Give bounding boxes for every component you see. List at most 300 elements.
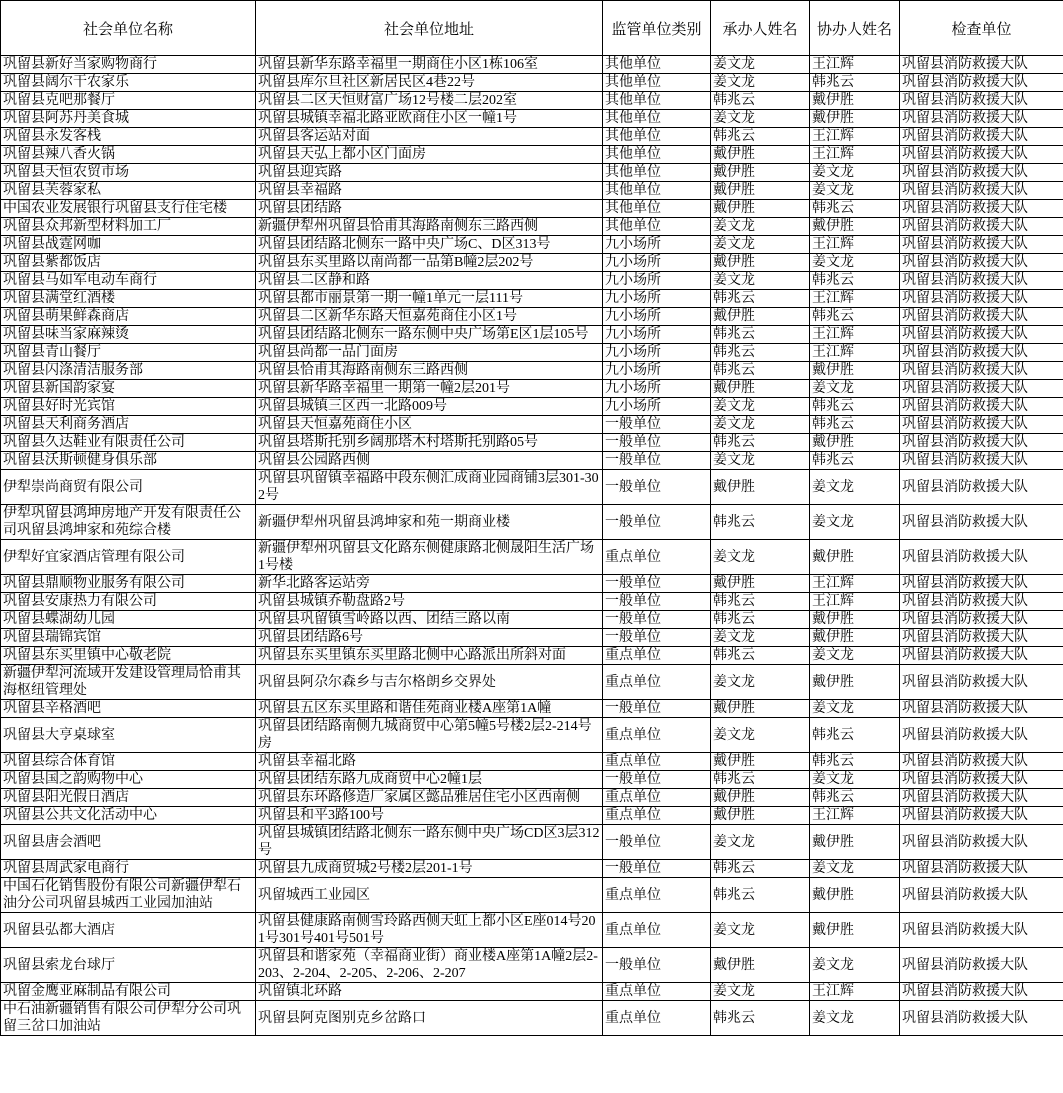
- cell-organizer-name: 戴伊胜: [711, 308, 810, 326]
- cell-inspection-unit: 巩留县消防救援大队: [900, 164, 1063, 182]
- cell-organizer-name: 姜文龙: [711, 540, 810, 575]
- table-row: [1, 452, 1063, 470]
- table-row: [1, 308, 1063, 326]
- cell-supervision-category: 其他单位: [603, 182, 711, 200]
- cell-inspection-unit: 巩留县消防救援大队: [900, 878, 1063, 913]
- cell-supervision-category: 一般单位: [603, 611, 711, 629]
- cell-supervision-category: 一般单位: [603, 700, 711, 718]
- cell-organizer-name: 韩兆云: [711, 92, 810, 110]
- cell-supervision-category: 一般单位: [603, 416, 711, 434]
- cell-supervision-category: 其他单位: [603, 200, 711, 218]
- cell-inspection-unit: 巩留县消防救援大队: [900, 290, 1063, 308]
- cell-organizer-name: 姜文龙: [711, 452, 810, 470]
- cell-unit-address: 巩留县健康路南侧雪玲路西侧天虹上都小区E座014号201号301号401号501号: [256, 913, 603, 948]
- cell-organizer-name: 戴伊胜: [711, 470, 810, 505]
- table-row: [1, 218, 1063, 236]
- cell-organizer-name: 韩兆云: [711, 611, 810, 629]
- cell-unit-name: 巩留县萌果鲜森商店: [1, 308, 256, 326]
- cell-assistant-name: 王江辉: [810, 236, 900, 254]
- cell-assistant-name: 姜文龙: [810, 700, 900, 718]
- cell-assistant-name: 戴伊胜: [810, 218, 900, 236]
- cell-unit-name: 巩留县满堂红酒楼: [1, 290, 256, 308]
- cell-inspection-unit: 巩留县消防救援大队: [900, 948, 1063, 983]
- table-row: [1, 470, 1063, 505]
- table-row: [1, 416, 1063, 434]
- cell-unit-name: 中国石化销售股份有限公司新疆伊犁石油分公司巩留县城西工业园加油站: [1, 878, 256, 913]
- cell-inspection-unit: 巩留县消防救援大队: [900, 593, 1063, 611]
- cell-unit-name: 巩留县周武家电商行: [1, 860, 256, 878]
- cell-organizer-name: 韩兆云: [711, 434, 810, 452]
- cell-assistant-name: 王江辉: [810, 807, 900, 825]
- cell-inspection-unit: 巩留县消防救援大队: [900, 92, 1063, 110]
- cell-assistant-name: 戴伊胜: [810, 434, 900, 452]
- cell-unit-address: 巩留县恰甫其海路南侧东三路西侧: [256, 362, 603, 380]
- cell-unit-name: 伊犁巩留县鸿坤房地产开发有限责任公司巩留县鸿坤家和苑综合楼: [1, 505, 256, 540]
- cell-unit-address: 新华北路客运站旁: [256, 575, 603, 593]
- cell-assistant-name: 韩兆云: [810, 718, 900, 753]
- cell-organizer-name: 韩兆云: [711, 505, 810, 540]
- cell-assistant-name: 姜文龙: [810, 380, 900, 398]
- table-row: [1, 753, 1063, 771]
- cell-assistant-name: 韩兆云: [810, 74, 900, 92]
- cell-supervision-category: 九小场所: [603, 326, 711, 344]
- cell-organizer-name: 戴伊胜: [711, 146, 810, 164]
- cell-supervision-category: 其他单位: [603, 164, 711, 182]
- cell-inspection-unit: 巩留县消防救援大队: [900, 56, 1063, 74]
- cell-assistant-name: 韩兆云: [810, 200, 900, 218]
- header-row: [1, 1, 1063, 56]
- cell-unit-address: 巩留县都市丽景第一期一幢1单元一层111号: [256, 290, 603, 308]
- cell-unit-name: 巩留县蝶湖幼儿园: [1, 611, 256, 629]
- cell-unit-name: 巩留县辣八香火锅: [1, 146, 256, 164]
- cell-assistant-name: 姜文龙: [810, 505, 900, 540]
- cell-supervision-category: 一般单位: [603, 470, 711, 505]
- cell-unit-name: 中国农业发展银行巩留县支行住宅楼: [1, 200, 256, 218]
- cell-unit-name: 巩留县青山餐厅: [1, 344, 256, 362]
- cell-unit-name: 巩留县阔尔干农家乐: [1, 74, 256, 92]
- cell-organizer-name: 姜文龙: [711, 236, 810, 254]
- cell-supervision-category: 重点单位: [603, 878, 711, 913]
- cell-unit-name: 巩留县新国韵家宴: [1, 380, 256, 398]
- cell-unit-name: 伊犁好宜家酒店管理有限公司: [1, 540, 256, 575]
- cell-organizer-name: 姜文龙: [711, 56, 810, 74]
- cell-unit-address: 巩留县东环路修造厂家属区懿品雅居住宅小区西南侧: [256, 789, 603, 807]
- cell-organizer-name: 韩兆云: [711, 290, 810, 308]
- cell-organizer-name: 韩兆云: [711, 344, 810, 362]
- cell-assistant-name: 姜文龙: [810, 771, 900, 789]
- cell-unit-address: 巩留县天恒嘉苑商住小区: [256, 416, 603, 434]
- cell-inspection-unit: 巩留县消防救援大队: [900, 1001, 1063, 1036]
- cell-unit-name: 巩留县鼎顺物业服务有限公司: [1, 575, 256, 593]
- cell-assistant-name: 韩兆云: [810, 308, 900, 326]
- cell-assistant-name: 韩兆云: [810, 753, 900, 771]
- cell-unit-address: 巩留县天弘上都小区门面房: [256, 146, 603, 164]
- cell-unit-address: 巩留镇北环路: [256, 983, 603, 1001]
- cell-assistant-name: 戴伊胜: [810, 825, 900, 860]
- column-header-unit-address: 社会单位地址: [256, 1, 603, 56]
- cell-inspection-unit: 巩留县消防救援大队: [900, 146, 1063, 164]
- cell-unit-address: 巩留县团结东路九成商贸中心2幢1层: [256, 771, 603, 789]
- cell-unit-name: 巩留县久达鞋业有限责任公司: [1, 434, 256, 452]
- cell-unit-address: 巩留县和平3路100号: [256, 807, 603, 825]
- cell-unit-address: 巩留县五区东买里路和谐佳苑商业楼A座第1A幢: [256, 700, 603, 718]
- table-row: [1, 593, 1063, 611]
- table-row: [1, 254, 1063, 272]
- cell-unit-name: 巩留县战霆网咖: [1, 236, 256, 254]
- cell-unit-name: 巩留县国之韵购物中心: [1, 771, 256, 789]
- table-row: [1, 629, 1063, 647]
- cell-unit-address: 巩留县公园路西侧: [256, 452, 603, 470]
- cell-inspection-unit: 巩留县消防救援大队: [900, 380, 1063, 398]
- cell-organizer-name: 韩兆云: [711, 128, 810, 146]
- cell-inspection-unit: 巩留县消防救援大队: [900, 236, 1063, 254]
- cell-assistant-name: 戴伊胜: [810, 665, 900, 700]
- cell-unit-address: 巩留县团结路6号: [256, 629, 603, 647]
- table-row: [1, 92, 1063, 110]
- table-row: [1, 983, 1063, 1001]
- cell-supervision-category: 九小场所: [603, 290, 711, 308]
- cell-assistant-name: 王江辉: [810, 575, 900, 593]
- cell-supervision-category: 其他单位: [603, 218, 711, 236]
- cell-unit-address: 巩留县尚都一品门面房: [256, 344, 603, 362]
- cell-organizer-name: 戴伊胜: [711, 380, 810, 398]
- cell-supervision-category: 重点单位: [603, 753, 711, 771]
- cell-inspection-unit: 巩留县消防救援大队: [900, 110, 1063, 128]
- cell-inspection-unit: 巩留县消防救援大队: [900, 326, 1063, 344]
- cell-supervision-category: 其他单位: [603, 92, 711, 110]
- cell-assistant-name: 姜文龙: [810, 860, 900, 878]
- table-row: [1, 164, 1063, 182]
- cell-assistant-name: 王江辉: [810, 56, 900, 74]
- cell-inspection-unit: 巩留县消防救援大队: [900, 807, 1063, 825]
- cell-assistant-name: 王江辉: [810, 983, 900, 1001]
- cell-supervision-category: 其他单位: [603, 110, 711, 128]
- cell-unit-address: 巩留县东买里路以南尚都一品第B幢2层202号: [256, 254, 603, 272]
- table-row: [1, 74, 1063, 92]
- cell-organizer-name: 姜文龙: [711, 110, 810, 128]
- cell-organizer-name: 韩兆云: [711, 771, 810, 789]
- cell-assistant-name: 韩兆云: [810, 398, 900, 416]
- cell-organizer-name: 韩兆云: [711, 326, 810, 344]
- cell-unit-name: 巩留县辛格酒吧: [1, 700, 256, 718]
- table-row: [1, 56, 1063, 74]
- table-row: [1, 807, 1063, 825]
- cell-inspection-unit: 巩留县消防救援大队: [900, 860, 1063, 878]
- cell-organizer-name: 姜文龙: [711, 665, 810, 700]
- table-row: [1, 575, 1063, 593]
- cell-inspection-unit: 巩留县消防救援大队: [900, 505, 1063, 540]
- cell-assistant-name: 戴伊胜: [810, 362, 900, 380]
- column-header-assistant-name: 协办人姓名: [810, 1, 900, 56]
- cell-unit-name: 巩留县公共文化活动中心: [1, 807, 256, 825]
- cell-supervision-category: 重点单位: [603, 807, 711, 825]
- cell-organizer-name: 姜文龙: [711, 983, 810, 1001]
- cell-supervision-category: 重点单位: [603, 1001, 711, 1036]
- cell-unit-name: 新疆伊犁河流域开发建设管理局恰甫其海枢纽管理处: [1, 665, 256, 700]
- cell-organizer-name: 韩兆云: [711, 593, 810, 611]
- cell-organizer-name: 戴伊胜: [711, 254, 810, 272]
- table-row: [1, 647, 1063, 665]
- cell-organizer-name: 戴伊胜: [711, 200, 810, 218]
- cell-supervision-category: 一般单位: [603, 771, 711, 789]
- cell-organizer-name: 姜文龙: [711, 272, 810, 290]
- cell-organizer-name: 韩兆云: [711, 362, 810, 380]
- cell-unit-name: 巩留县综合体育馆: [1, 753, 256, 771]
- cell-inspection-unit: 巩留县消防救援大队: [900, 470, 1063, 505]
- table-row: [1, 434, 1063, 452]
- cell-supervision-category: 重点单位: [603, 913, 711, 948]
- cell-inspection-unit: 巩留县消防救援大队: [900, 913, 1063, 948]
- cell-organizer-name: 韩兆云: [711, 878, 810, 913]
- cell-inspection-unit: 巩留县消防救援大队: [900, 700, 1063, 718]
- cell-unit-address: 巩留县巩留镇雪岭路以西、团结三路以南: [256, 611, 603, 629]
- table-row: [1, 611, 1063, 629]
- table-row: [1, 236, 1063, 254]
- cell-inspection-unit: 巩留县消防救援大队: [900, 200, 1063, 218]
- cell-unit-name: 巩留县沃斯顿健身俱乐部: [1, 452, 256, 470]
- cell-organizer-name: 姜文龙: [711, 718, 810, 753]
- cell-unit-address: 巩留县新华路幸福里一期第一幢2层201号: [256, 380, 603, 398]
- cell-assistant-name: 王江辉: [810, 146, 900, 164]
- cell-unit-address: 巩留县阿克图别克乡岔路口: [256, 1001, 603, 1036]
- table-row: [1, 771, 1063, 789]
- cell-unit-name: 巩留县好时光宾馆: [1, 398, 256, 416]
- cell-unit-address: 巩留县新华东路幸福里一期商住小区1栋106室: [256, 56, 603, 74]
- cell-unit-name: 巩留县芙蓉家私: [1, 182, 256, 200]
- cell-supervision-category: 重点单位: [603, 718, 711, 753]
- cell-unit-address: 巩留县塔斯托别乡阔那塔木村塔斯托别路05号: [256, 434, 603, 452]
- cell-supervision-category: 其他单位: [603, 74, 711, 92]
- cell-organizer-name: 戴伊胜: [711, 948, 810, 983]
- cell-inspection-unit: 巩留县消防救援大队: [900, 308, 1063, 326]
- cell-inspection-unit: 巩留县消防救援大队: [900, 218, 1063, 236]
- cell-assistant-name: 戴伊胜: [810, 913, 900, 948]
- cell-inspection-unit: 巩留县消防救援大队: [900, 540, 1063, 575]
- cell-organizer-name: 姜文龙: [711, 913, 810, 948]
- cell-supervision-category: 一般单位: [603, 860, 711, 878]
- cell-unit-address: 巩留县城镇乔勒盘路2号: [256, 593, 603, 611]
- cell-assistant-name: 戴伊胜: [810, 92, 900, 110]
- cell-inspection-unit: 巩留县消防救援大队: [900, 128, 1063, 146]
- cell-unit-name: 巩留县瑞锦宾馆: [1, 629, 256, 647]
- cell-supervision-category: 重点单位: [603, 665, 711, 700]
- cell-organizer-name: 戴伊胜: [711, 789, 810, 807]
- cell-supervision-category: 重点单位: [603, 540, 711, 575]
- cell-inspection-unit: 巩留县消防救援大队: [900, 416, 1063, 434]
- cell-inspection-unit: 巩留县消防救援大队: [900, 753, 1063, 771]
- table-row: [1, 540, 1063, 575]
- table-row: [1, 718, 1063, 753]
- cell-unit-address: 巩留县库尔旦社区新居民区4巷22号: [256, 74, 603, 92]
- cell-inspection-unit: 巩留县消防救援大队: [900, 665, 1063, 700]
- cell-supervision-category: 一般单位: [603, 593, 711, 611]
- cell-organizer-name: 韩兆云: [711, 860, 810, 878]
- cell-unit-name: 巩留县闪涤清洁服务部: [1, 362, 256, 380]
- cell-organizer-name: 韩兆云: [711, 1001, 810, 1036]
- table-row: [1, 290, 1063, 308]
- cell-unit-address: 巩留县客运站对面: [256, 128, 603, 146]
- cell-inspection-unit: 巩留县消防救援大队: [900, 647, 1063, 665]
- table-row: [1, 1001, 1063, 1036]
- column-header-supervision-category: 监管单位类别: [603, 1, 711, 56]
- table-row: [1, 398, 1063, 416]
- cell-unit-name: 巩留县紫都饭店: [1, 254, 256, 272]
- cell-supervision-category: 一般单位: [603, 629, 711, 647]
- cell-inspection-unit: 巩留县消防救援大队: [900, 771, 1063, 789]
- cell-unit-name: 巩留县新好当家购物商行: [1, 56, 256, 74]
- table-row: [1, 789, 1063, 807]
- table-row: [1, 860, 1063, 878]
- cell-unit-name: 巩留县索龙台球厅: [1, 948, 256, 983]
- cell-unit-address: 巩留县团结路: [256, 200, 603, 218]
- cell-unit-address: 巩留县幸福路: [256, 182, 603, 200]
- cell-inspection-unit: 巩留县消防救援大队: [900, 575, 1063, 593]
- cell-unit-name: 巩留县阳光假日酒店: [1, 789, 256, 807]
- cell-organizer-name: 戴伊胜: [711, 164, 810, 182]
- table-row: [1, 182, 1063, 200]
- cell-unit-name: 巩留县味当家麻辣烫: [1, 326, 256, 344]
- cell-unit-address: 巩留县九成商贸城2号楼2层201-1号: [256, 860, 603, 878]
- cell-unit-address: 巩留县和谐家苑（幸福商业街）商业楼A座第1A幢2层2-203、2-204、2-205、2-206、2-207: [256, 948, 603, 983]
- cell-assistant-name: 姜文龙: [810, 470, 900, 505]
- cell-inspection-unit: 巩留县消防救援大队: [900, 789, 1063, 807]
- cell-unit-name: 巩留县弘都大酒店: [1, 913, 256, 948]
- cell-supervision-category: 一般单位: [603, 825, 711, 860]
- cell-assistant-name: 姜文龙: [810, 948, 900, 983]
- cell-supervision-category: 其他单位: [603, 56, 711, 74]
- cell-supervision-category: 九小场所: [603, 380, 711, 398]
- cell-inspection-unit: 巩留县消防救援大队: [900, 718, 1063, 753]
- cell-unit-address: 巩留县东买里镇东买里路北侧中心路派出所斜对面: [256, 647, 603, 665]
- cell-inspection-unit: 巩留县消防救援大队: [900, 254, 1063, 272]
- cell-supervision-category: 重点单位: [603, 647, 711, 665]
- cell-assistant-name: 戴伊胜: [810, 110, 900, 128]
- cell-inspection-unit: 巩留县消防救援大队: [900, 182, 1063, 200]
- cell-inspection-unit: 巩留县消防救援大队: [900, 452, 1063, 470]
- cell-unit-name: 巩留县天利商务酒店: [1, 416, 256, 434]
- cell-unit-name: 巩留县永发客栈: [1, 128, 256, 146]
- cell-supervision-category: 一般单位: [603, 452, 711, 470]
- cell-unit-address: 巩留县城镇幸福北路亚欧商住小区一幢1号: [256, 110, 603, 128]
- cell-assistant-name: 戴伊胜: [810, 611, 900, 629]
- table-row: [1, 128, 1063, 146]
- cell-unit-address: 巩留县二区新华东路天恒嘉苑商住小区1号: [256, 308, 603, 326]
- cell-unit-name: 巩留县唐会酒吧: [1, 825, 256, 860]
- cell-supervision-category: 九小场所: [603, 344, 711, 362]
- cell-assistant-name: 王江辉: [810, 290, 900, 308]
- cell-unit-address: 巩留县幸福北路: [256, 753, 603, 771]
- cell-inspection-unit: 巩留县消防救援大队: [900, 434, 1063, 452]
- cell-assistant-name: 姜文龙: [810, 647, 900, 665]
- cell-unit-address: 巩留县团结路北侧东一路中央广场C、D区313号: [256, 236, 603, 254]
- cell-supervision-category: 其他单位: [603, 146, 711, 164]
- cell-assistant-name: 韩兆云: [810, 416, 900, 434]
- cell-inspection-unit: 巩留县消防救援大队: [900, 74, 1063, 92]
- table-row: [1, 344, 1063, 362]
- cell-supervision-category: 九小场所: [603, 236, 711, 254]
- table-row: [1, 505, 1063, 540]
- cell-organizer-name: 姜文龙: [711, 825, 810, 860]
- cell-unit-address: 巩留城西工业园区: [256, 878, 603, 913]
- cell-unit-address: 巩留县巩留镇幸福路中段东侧汇成商业园商铺3层301-302号: [256, 470, 603, 505]
- table-row: [1, 326, 1063, 344]
- cell-unit-address: 巩留县二区天恒财富广场12号楼二层202室: [256, 92, 603, 110]
- cell-unit-name: 巩留县众邦新型材料加工厂: [1, 218, 256, 236]
- cell-organizer-name: 戴伊胜: [711, 807, 810, 825]
- cell-unit-address: 巩留县迎宾路: [256, 164, 603, 182]
- table-body: [1, 56, 1063, 1036]
- cell-unit-name: 巩留县阿苏丹美食城: [1, 110, 256, 128]
- cell-organizer-name: 姜文龙: [711, 398, 810, 416]
- cell-organizer-name: 戴伊胜: [711, 575, 810, 593]
- cell-assistant-name: 姜文龙: [810, 1001, 900, 1036]
- cell-supervision-category: 一般单位: [603, 505, 711, 540]
- cell-supervision-category: 九小场所: [603, 362, 711, 380]
- cell-unit-name: 巩留县马如军电动车商行: [1, 272, 256, 290]
- cell-assistant-name: 王江辉: [810, 593, 900, 611]
- cell-organizer-name: 韩兆云: [711, 647, 810, 665]
- cell-inspection-unit: 巩留县消防救援大队: [900, 825, 1063, 860]
- cell-unit-name: 巩留县天恒农贸市场: [1, 164, 256, 182]
- column-header-inspection-unit: 检查单位: [900, 1, 1063, 56]
- cell-inspection-unit: 巩留县消防救援大队: [900, 272, 1063, 290]
- cell-organizer-name: 姜文龙: [711, 218, 810, 236]
- cell-assistant-name: 戴伊胜: [810, 540, 900, 575]
- cell-unit-address: 巩留县城镇三区西一北路009号: [256, 398, 603, 416]
- cell-inspection-unit: 巩留县消防救援大队: [900, 983, 1063, 1001]
- cell-unit-address: 新疆伊犁州巩留县恰甫其海路南侧东三路西侧: [256, 218, 603, 236]
- cell-assistant-name: 韩兆云: [810, 789, 900, 807]
- cell-assistant-name: 王江辉: [810, 344, 900, 362]
- cell-unit-name: 巩留金鹰亚麻制品有限公司: [1, 983, 256, 1001]
- cell-unit-address: 新疆伊犁州巩留县文化路东侧健康路北侧晟阳生活广场1号楼: [256, 540, 603, 575]
- column-header-unit-name: 社会单位名称: [1, 1, 256, 56]
- cell-unit-address: 巩留县阿尕尔森乡与吉尔格朗乡交界处: [256, 665, 603, 700]
- table-row: [1, 200, 1063, 218]
- cell-unit-name: 巩留县东买里镇中心敬老院: [1, 647, 256, 665]
- cell-assistant-name: 戴伊胜: [810, 878, 900, 913]
- cell-unit-address: 巩留县团结路南侧九城商贸中心第5幢5号楼2层2-214号房: [256, 718, 603, 753]
- cell-inspection-unit: 巩留县消防救援大队: [900, 611, 1063, 629]
- column-header-organizer-name: 承办人姓名: [711, 1, 810, 56]
- cell-inspection-unit: 巩留县消防救援大队: [900, 344, 1063, 362]
- cell-supervision-category: 重点单位: [603, 789, 711, 807]
- cell-assistant-name: 姜文龙: [810, 254, 900, 272]
- cell-unit-name: 巩留县克吧那餐厅: [1, 92, 256, 110]
- cell-unit-address: 巩留县城镇团结路北侧东一路东侧中央广场CD区3层312号: [256, 825, 603, 860]
- cell-unit-name: 中石油新疆销售有限公司伊犁分公司巩留三岔口加油站: [1, 1001, 256, 1036]
- cell-organizer-name: 戴伊胜: [711, 182, 810, 200]
- cell-supervision-category: 一般单位: [603, 434, 711, 452]
- cell-supervision-category: 九小场所: [603, 254, 711, 272]
- table-row: [1, 362, 1063, 380]
- table-row: [1, 665, 1063, 700]
- cell-supervision-category: 一般单位: [603, 948, 711, 983]
- table-row: [1, 146, 1063, 164]
- cell-unit-address: 新疆伊犁州巩留县鸿坤家和苑一期商业楼: [256, 505, 603, 540]
- cell-supervision-category: 重点单位: [603, 983, 711, 1001]
- table-row: [1, 700, 1063, 718]
- cell-assistant-name: 姜文龙: [810, 182, 900, 200]
- cell-supervision-category: 一般单位: [603, 575, 711, 593]
- table-row: [1, 380, 1063, 398]
- cell-supervision-category: 九小场所: [603, 308, 711, 326]
- table-row: [1, 913, 1063, 948]
- cell-organizer-name: 戴伊胜: [711, 700, 810, 718]
- cell-assistant-name: 姜文龙: [810, 164, 900, 182]
- cell-organizer-name: 戴伊胜: [711, 753, 810, 771]
- table-row: [1, 878, 1063, 913]
